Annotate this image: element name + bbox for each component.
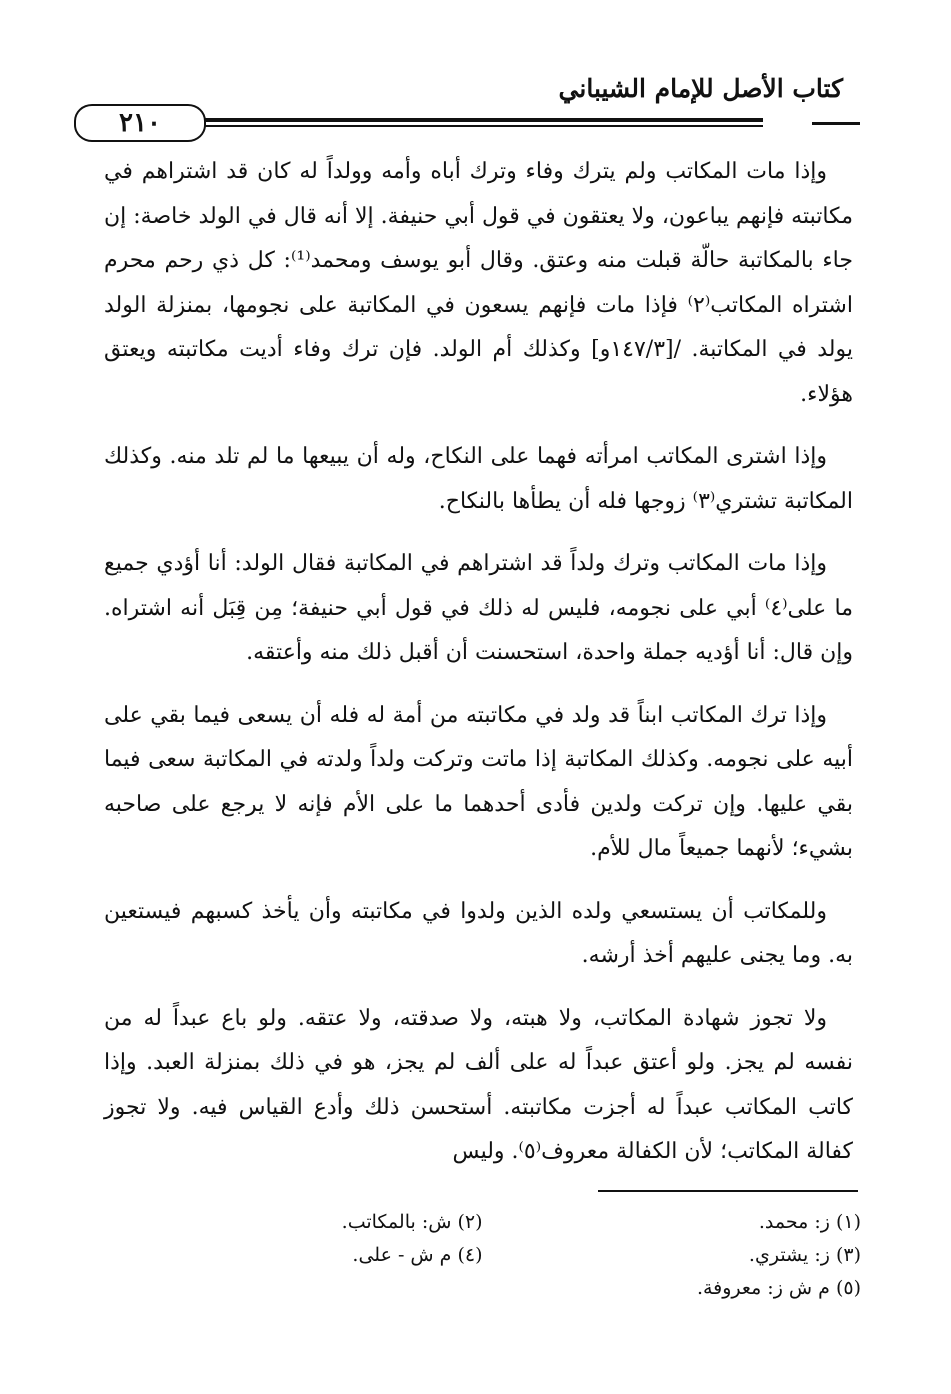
footnote-3: (٣) ز: يشتري. — [748, 1244, 861, 1266]
page-number: ٢١٠ — [119, 108, 161, 138]
header-rule-right — [812, 122, 860, 125]
footnote-4: (٤) م ش - على. — [352, 1244, 483, 1266]
paragraph: وإذا اشترى المكاتب امرأته فهما على النكاح، وله أن يبيعها ما لم تلد منه. وكذلك المكاتبة تشتري⁽٣⁾ زوجها فله أن يطأها بالنكاح. — [104, 444, 853, 514]
paragraph: وإذا ترك المكاتب ابناً قد ولد في مكاتبته من أمة له فله أن يسعى فيما بقي على أبيه على نجومه. وكذلك المكاتبة إذا ماتت وتركت ولداً ولدته في المكاتبة سعى فيما بقي عليها. وإن تركت ولدين فأدى أحدهما ما على الأم فإنه لا يرجع على صاحبه بشيء؛ لأنهما جميعاً مال للأم. — [104, 702, 853, 861]
paragraph: وإذا مات المكاتب وترك ولداً قد اشتراهم في المكاتبة فقال الولد: أنا أؤدي جميع ما على⁽٤⁾ أبي على نجومه، فليس له ذلك في قول أبي حنيفة؛ مِن قِبَل أنه اشتراه. وإن قال: أنا أؤديه جملة واحدة، استحسنت أن أقبل ذلك منه وأعتقه. — [104, 551, 853, 665]
footnote-1: (١) ز: محمد. — [758, 1211, 861, 1233]
footnote-row — [104, 1206, 861, 1239]
footnote-separator — [598, 1190, 858, 1192]
running-header-title: كتاب الأصل للإمام الشيباني — [558, 74, 843, 103]
paragraph: ولا تجوز شهادة المكاتب، ولا هبته، ولا صدقته، ولا عتقه. ولو باع عبداً له من نفسه لم يجز. ولو أعتق عبداً له على ألف لم يجز، هو في ذلك بمنزلة العبد. وإذا كاتب المكاتب عبداً له أجزت مكاتبته. أستحسن ذلك وأدع القياس فيه. ولا تجوز كفالة المكاتب؛ لأن الكفالة معروف⁽٥⁾. وليس — [104, 1005, 853, 1164]
page-number-badge — [74, 104, 206, 142]
footnote-5: (٥) م ش ز: معروفة. — [696, 1277, 861, 1299]
paragraph: وإذا مات المكاتب ولم يترك وفاء وترك أباه وأمه وولداً له كان قد اشتراهم في مكاتبته فإنهم يباعون، ولا يعتقون في قول أبي حنيفة. إلا أنه قال في الولد خاصة: إن جاء بالمكاتبة حالّة قبلت منه وعتق. وقال أبو يوسف ومحمد⁽¹⁾: كل ذي رحم محرم اشتراه المكاتب⁽٢⁾ فإذا مات فإنهم يسعون في المكاتبة على نجومها، بمنزلة الولد يولد في المكاتبة. /[١٤٧/٣و] وكذلك أم الولد. فإن ترك وفاء أديت مكاتبته ويعتق هؤلاء. — [104, 159, 853, 407]
paragraph: وللمكاتب أن يستسعي ولده الذين ولدوا في مكاتبته وأن يأخذ كسبهم فيستعين به. وما يجنى عليهم أخذ أرشه. — [104, 898, 853, 968]
footnote-row — [104, 1239, 861, 1272]
footnote-row — [104, 1272, 861, 1305]
footnotes — [104, 1206, 861, 1305]
main-text — [104, 150, 853, 1193]
footnote-2: (٢) ش: بالمكاتب. — [341, 1211, 483, 1233]
